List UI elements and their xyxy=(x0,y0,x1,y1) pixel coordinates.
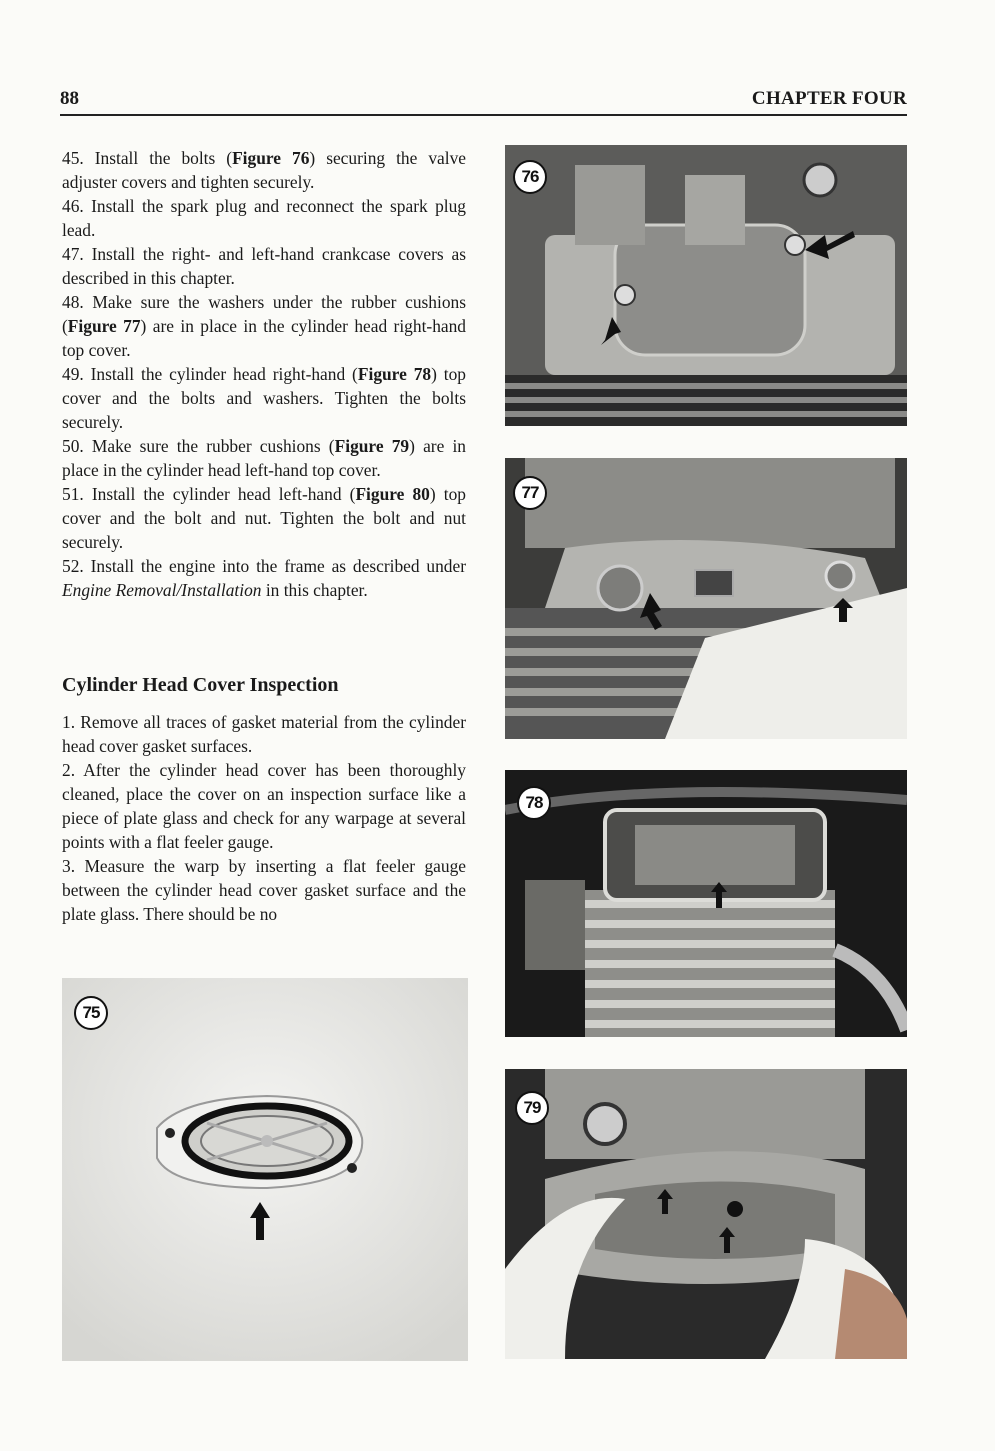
step-52: 52. Install the engine into the frame as described under Engine Removal/Installation in this chapter. xyxy=(62,556,466,600)
reassembly-steps xyxy=(62,146,466,602)
step-50: 50. Make sure the rubber cushions (Figure 79) are in place in the cylinder head left-hand top cover. xyxy=(62,436,467,480)
figure-75-photo xyxy=(62,978,468,1361)
inspection-step-2: 2. After the cylinder head cover has been thoroughly cleaned, place the cover on an inspection surface like a piece of plate glass and check for any warpage at several points with a flat feeler gauge. xyxy=(62,760,466,852)
step-51: 51. Install the cylinder head left-hand (Figure 80) top cover and the bolt and nut. Tighten the bolt and nut securely. xyxy=(62,484,466,552)
right-hand-top-cover-illustration xyxy=(505,770,907,1037)
cylinder-head-cushions-illustration xyxy=(505,458,907,739)
valve-adjuster-covers-illustration xyxy=(505,145,907,426)
gasket-cover-illustration xyxy=(62,978,468,1361)
inspection-steps xyxy=(62,710,466,926)
figure-77-label: 77 xyxy=(513,476,547,510)
section-heading: Cylinder Head Cover Inspection xyxy=(62,674,339,696)
step-46: 46. Install the spark plug and reconnect the spark plug lead. xyxy=(62,196,466,240)
figure-75-label: 75 xyxy=(74,996,108,1030)
figure-78-label: 78 xyxy=(517,786,551,820)
figure-77-photo xyxy=(505,458,907,739)
chapter-title: CHAPTER FOUR xyxy=(751,88,907,109)
inspection-step-1: 1. Remove all traces of gasket material from the cylinder head cover gasket surfaces. xyxy=(62,712,466,756)
step-48: 48. Make sure the washers under the rubber cushions (Figure 77) are in place in the cylinder head right-hand top cover. xyxy=(62,292,466,360)
page-header xyxy=(60,88,907,116)
page-number: 88 xyxy=(60,88,79,109)
step-47: 47. Install the right- and left-hand crankcase covers as described in this chapter. xyxy=(62,244,466,288)
left-hand-top-cover-illustration xyxy=(505,1069,907,1359)
step-45: 45. Install the bolts (Figure 76) securing the valve adjuster covers and tighten securely. xyxy=(62,148,467,192)
figure-76-photo xyxy=(505,145,907,426)
figure-79-label: 79 xyxy=(515,1091,549,1125)
step-49: 49. Install the cylinder head right-hand (Figure 78) top cover and the bolts and washers. Tighten the bolts securely. xyxy=(62,364,466,432)
figure-79-photo xyxy=(505,1069,907,1359)
inspection-step-3: 3. Measure the warp by inserting a flat feeler gauge between the cylinder head cover gasket surface and the plate glass. There should be no xyxy=(62,856,466,924)
figure-78-photo xyxy=(505,770,907,1037)
figure-76-label: 76 xyxy=(513,160,547,194)
